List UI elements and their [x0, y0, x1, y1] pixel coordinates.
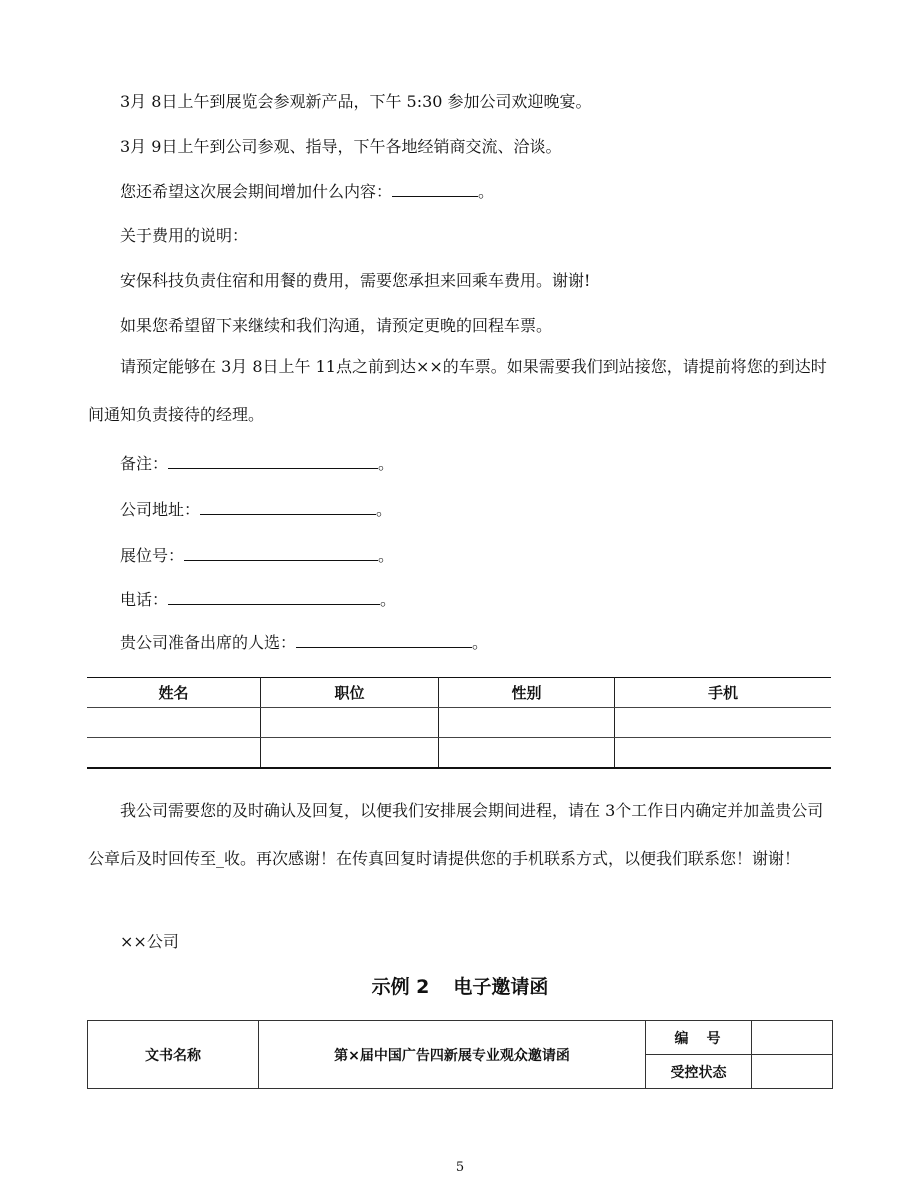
closing-paragraph: 我公司需要您的及时确认及回复，以便我们安排展会期间进程，请在 3个工作日内确定并加盖贵公司公章后及时回传至_收。再次感谢！在传真回复时请提供您的手机联系方式，以便我们联系您！谢谢！	[88, 801, 824, 868]
cell-position[interactable]	[261, 738, 439, 769]
doc-name-value: 第×届中国广告四新展专业观众邀请函	[259, 1021, 646, 1089]
header-gender: 性别	[439, 678, 615, 708]
doc-code-value[interactable]	[752, 1021, 833, 1055]
doc-status-value[interactable]	[752, 1055, 833, 1089]
booth-blank[interactable]	[184, 546, 378, 561]
extra-content-blank[interactable]	[392, 182, 478, 197]
page-number: 5	[455, 1160, 465, 1175]
cell-gender[interactable]	[439, 708, 615, 738]
fees-line-1: 安保科技负责住宿和用餐的费用，需要您承担来回乘车费用。谢谢!	[120, 271, 591, 290]
table-row	[87, 708, 831, 738]
address-row: 公司地址： 。	[120, 500, 393, 519]
booth-row: 展位号： 。	[120, 546, 395, 565]
schedule-day1: 3月 8日上午到展览会参观新产品，下午 5:30 参加公司欢迎晚宴。	[120, 92, 592, 111]
cell-position[interactable]	[261, 708, 439, 738]
remark-blank[interactable]	[168, 454, 378, 469]
fees-heading: 关于费用的说明：	[120, 226, 249, 245]
address-blank[interactable]	[200, 500, 376, 515]
sample-heading	[0, 972, 920, 999]
cell-gender[interactable]	[439, 738, 615, 769]
attendees-label: 贵公司准备出席的人选：	[120, 633, 297, 652]
header-name: 姓名	[87, 678, 261, 708]
header-mobile: 手机	[615, 678, 832, 708]
extra-content-label: 您还希望这次展会期间增加什么内容：	[120, 182, 393, 201]
attendees-row: 贵公司准备出席的人选： 。	[120, 633, 489, 652]
extra-content-end: 。	[478, 182, 495, 201]
sample-title: 电子邀请函	[453, 976, 549, 998]
attendee-table-header	[87, 678, 831, 708]
phone-blank[interactable]	[168, 590, 380, 605]
remark-label: 备注：	[120, 454, 169, 473]
signature: ××公司	[120, 932, 179, 951]
extra-content-question	[120, 182, 494, 202]
cell-mobile[interactable]	[615, 738, 832, 769]
attendee-table	[87, 677, 831, 769]
phone-row: 电话： 。	[120, 590, 397, 609]
document-info-table	[87, 1020, 833, 1089]
address-label: 公司地址：	[120, 500, 201, 519]
sample-number: 示例 2	[371, 976, 430, 998]
fees-line-2: 如果您希望留下来继续和我们沟通，请预定更晚的回程车票。	[120, 316, 553, 335]
doc-name-label: 文书名称	[88, 1021, 259, 1089]
cell-name[interactable]	[87, 708, 261, 738]
cell-name[interactable]	[87, 738, 261, 769]
table-row	[87, 738, 831, 769]
remark-row: 备注： 。	[120, 454, 395, 473]
header-position: 职位	[261, 678, 439, 708]
schedule-day2: 3月 9日上午到公司参观、指导，下午各地经销商交流、洽谈。	[120, 137, 562, 156]
doc-code-label: 编 号	[646, 1021, 752, 1055]
attendees-blank[interactable]	[296, 633, 472, 648]
phone-label: 电话：	[120, 590, 169, 609]
cell-mobile[interactable]	[615, 708, 832, 738]
booth-label: 展位号：	[120, 546, 185, 565]
doc-status-label: 受控状态	[646, 1055, 752, 1089]
ticket-paragraph: 请预定能够在 3月 8日上午 11点之前到达××的车票。如果需要我们到站接您，请提前将您的到达时间通知负责接待的经理。	[88, 357, 827, 424]
